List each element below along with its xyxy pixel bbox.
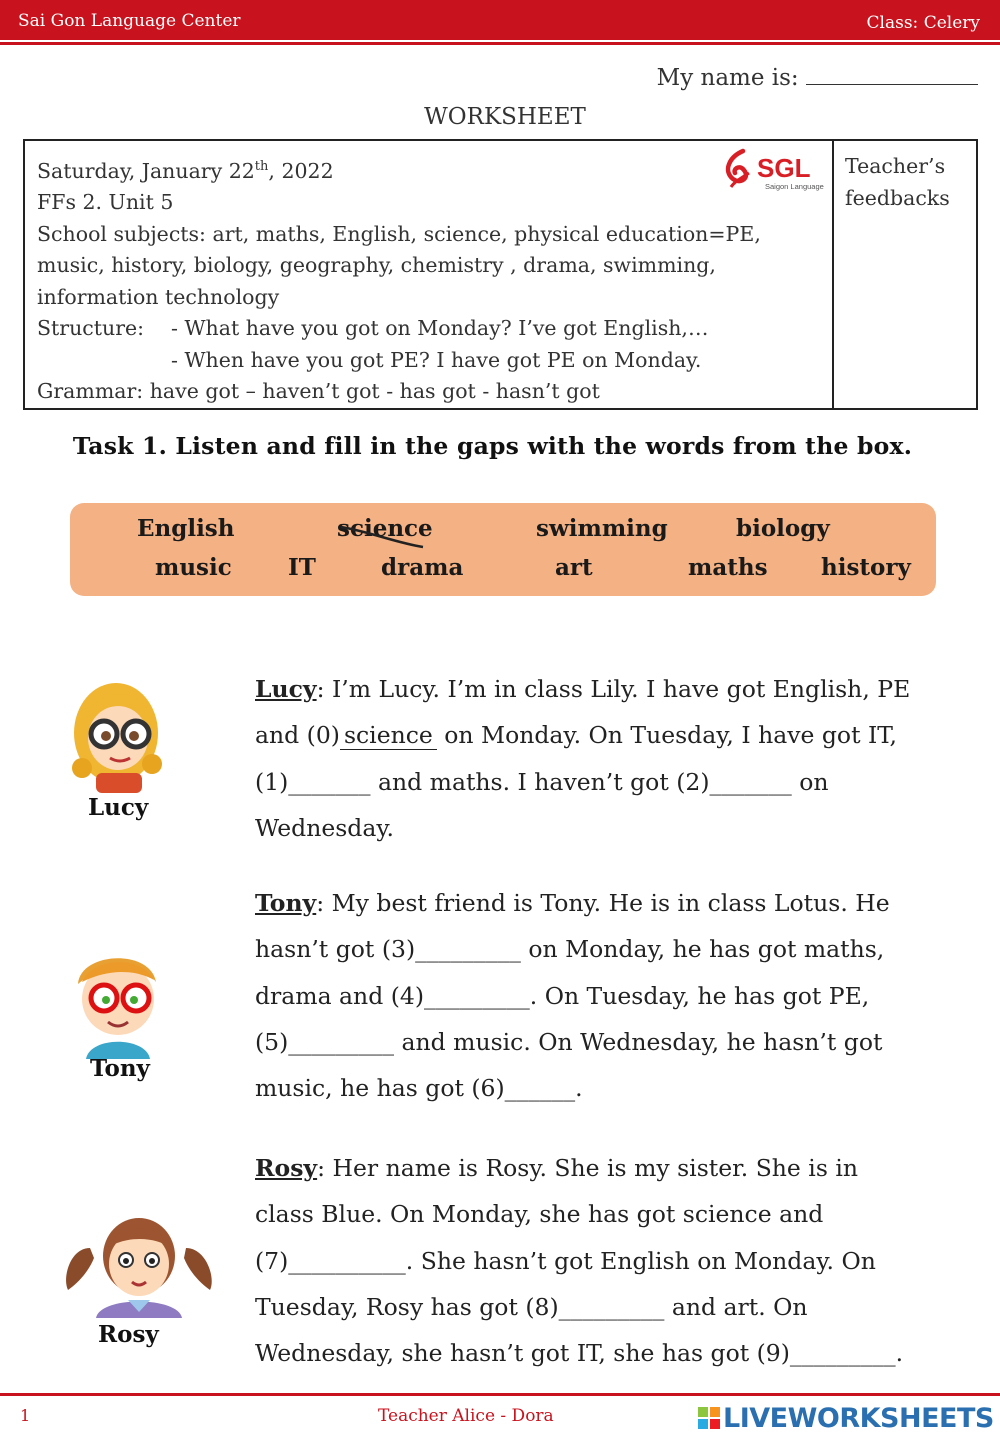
lucy-name: Lucy — [255, 675, 317, 703]
word-music: music — [155, 554, 232, 581]
science-strikethrough — [337, 521, 427, 551]
word-biology: biology — [736, 515, 830, 542]
my-name-input[interactable] — [806, 62, 978, 85]
word-history: history — [821, 554, 911, 581]
rosy-gap-9[interactable]: Wednesday, she hasn’t got IT, she has got (9)_________. — [255, 1339, 904, 1368]
word-swimming: swimming — [536, 515, 668, 542]
word-drama: drama — [381, 554, 464, 581]
sgl-logo — [721, 147, 831, 193]
center-name: Sai Gon Language Center — [18, 11, 241, 31]
lucy-avatar — [68, 678, 168, 793]
teacher-feedback: Teacher’s feedbacks — [845, 154, 950, 210]
lucy-label: Lucy — [88, 794, 149, 821]
liveworksheets-grid-icon — [698, 1407, 720, 1429]
info-box — [23, 139, 978, 410]
rosy-name: Rosy — [255, 1154, 318, 1182]
tony-label: Tony — [90, 1055, 150, 1082]
tony-name: Tony — [255, 889, 317, 917]
subjects-line-1: School subjects: art, maths, English, science, physical education=PE, — [37, 221, 761, 246]
rosy-gap-8[interactable]: Tuesday, Rosy has got (8)_________ and art. On — [255, 1292, 808, 1321]
class-label: Class: Celery — [866, 13, 980, 33]
worksheet-title: WORKSHEET — [424, 104, 586, 130]
grammar-line: Grammar: have got – haven’t got - has got - hasn’t got — [37, 379, 600, 404]
page-number: 1 — [20, 1406, 31, 1425]
word-maths: maths — [688, 554, 768, 581]
unit-line: FFs 2. Unit 5 — [37, 190, 174, 215]
rosy-avatar — [60, 1208, 220, 1318]
lucy-gaps-1-2[interactable]: (1)_______ and maths. I haven’t got (2)_______ on — [255, 767, 829, 796]
tony-gap-6[interactable]: music, he has got (6)______. — [255, 1074, 583, 1103]
rosy-gap-7[interactable]: (7)__________. She hasn’t got English on Monday. On — [255, 1246, 876, 1275]
my-name-label: My name is: — [656, 65, 799, 91]
tony-gap-5[interactable]: (5)_________ and music. On Wednesday, he hasn’t got — [255, 1027, 883, 1056]
word-science: science — [337, 515, 433, 542]
structure-line-2: - When have you got PE? I have got PE on Monday. — [171, 347, 702, 372]
svg-text:SGL: SGL — [757, 153, 811, 183]
teacher-credit: Teacher Alice - Dora — [378, 1406, 554, 1426]
svg-text:Saigon Language: Saigon Language — [765, 182, 824, 191]
tony-gap-3[interactable]: hasn’t got (3)_________ on Monday, he has got maths, — [255, 935, 885, 964]
tony-paragraph: Tony: My best friend is Tony. He is in class Lotus. He hasn’t got (3)_________ on Monday, he has got maths, drama and (4)_________. On Tuesday, he has got PE, (5)_________ and music. On Wednesday, he hasn’t got music, he has got (6)______. — [255, 880, 975, 1111]
lucy-paragraph: Lucy: I’m Lucy. I’m in class Lily. I have got English, PE and (0) science on Monday. On Tuesday, I have got IT, (1)_______ and maths. I haven’t got (2)_______ on Wednesday. — [255, 666, 975, 851]
word-it: IT — [288, 554, 316, 581]
tony-avatar — [70, 944, 165, 1059]
subjects-line-3: information technology — [37, 284, 280, 309]
tony-gap-4[interactable]: drama and (4)_________. On Tuesday, he has got PE, — [255, 981, 870, 1010]
info-text — [37, 151, 807, 408]
header-rule — [0, 42, 1000, 45]
my-name-line — [657, 62, 978, 91]
structure-line-1: Structure: - What have you got on Monday? I’ve got English,… — [37, 316, 709, 341]
feedback-divider — [832, 141, 834, 408]
word-art: art — [555, 554, 593, 581]
example-answer: science — [340, 721, 437, 750]
footer-rule — [0, 1393, 1000, 1396]
liveworksheets-logo[interactable]: LIVEWORKSHEETS — [698, 1403, 994, 1434]
date-line: Saturday, January 22th, 2022 — [37, 158, 334, 183]
rosy-label: Rosy — [98, 1321, 159, 1348]
task1-title: Task 1. Listen and fill in the gaps with the words from the box. — [72, 432, 913, 460]
rosy-paragraph: Rosy: Her name is Rosy. She is my sister. She is in class Blue. On Monday, she has got science and (7)__________. She hasn’t got English on Monday. On Tuesday, Rosy has got (8)_________ and art. On Wednesday, she hasn’t got IT, she has got (9)_________. — [255, 1145, 975, 1376]
word-english: English — [137, 515, 235, 542]
header-bar — [0, 0, 1000, 40]
subjects-line-2: music, history, biology, geography, chemistry , drama, swimming, — [37, 253, 716, 278]
